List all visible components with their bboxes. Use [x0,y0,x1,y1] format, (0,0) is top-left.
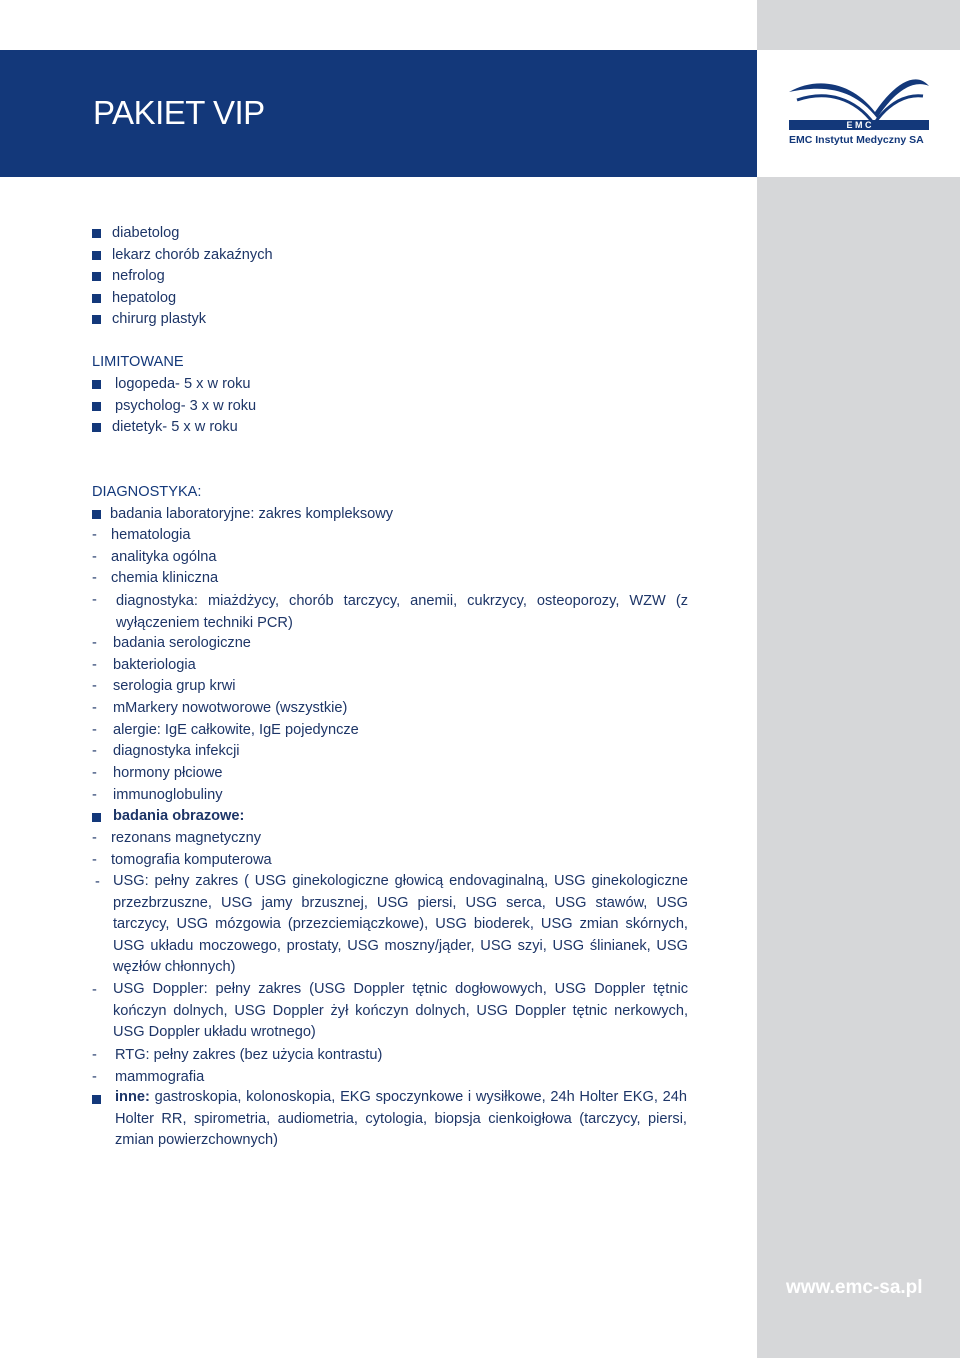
square-bullet-icon [92,294,101,303]
list-item: logopeda- 5 x w roku [115,376,251,392]
list-item: hematologia [111,527,191,543]
dash-marker: - [92,743,97,759]
list-item: mammografia [115,1069,205,1085]
right-sidebar [757,0,960,1358]
diagnostics-heading: DIAGNOSTYKA: [92,484,202,500]
other-label: inne: [115,1089,150,1105]
dash-marker: - [92,592,97,608]
dash-marker: - [92,1047,97,1063]
square-bullet-icon [92,229,101,238]
dash-marker: - [92,700,97,716]
dash-marker: - [92,678,97,694]
page-title: PAKIET VIP [93,94,265,131]
list-item: dietetyk- 5 x w roku [112,419,238,435]
list-item: RTG: pełny zakres (bez użycia kontrastu) [115,1047,383,1063]
list-item: psycholog- 3 x w roku [115,398,257,414]
other-tests [115,1087,687,1152]
list-item: hepatolog [112,290,177,306]
dash-marker: - [92,765,97,781]
dash-marker: - [92,852,97,868]
logo-company-name: EMC Instytut Medyczny SA [789,134,924,146]
dash-marker: - [92,1069,97,1085]
square-bullet-icon [92,402,101,411]
list-item: USG: pełny zakres ( USG ginekologiczne głowicą endovaginalną, USG ginekologiczne przezbrzuszne, USG jamy brzusznej, USG piersi, USG serca, USG stawów, USG tarczycy, USG mózgowia (przezciemiączkowe), USG bioderek, USG zmian skórnych, USG układu moczowego, prostaty, USG moszny/jąder, USG szyi, USG ślinianek, USG węzłów chłonnych) [113,873,688,976]
logo-mark [757,50,960,140]
dash-marker: - [92,527,97,543]
lab-tests-heading: badania laboratoryjne: zakres kompleksowy [110,506,394,522]
list-item: serologia grup krwi [113,678,236,694]
list-item: bakteriologia [113,657,196,673]
logo-mark-text: E M C [846,120,872,130]
list-item: diagnostyka infekcji [113,743,240,759]
square-bullet-icon [92,510,101,519]
dash-marker: - [92,787,97,803]
list-item: nefrolog [112,268,165,284]
list-item: badania serologiczne [113,635,251,651]
list-item: USG Doppler: pełny zakres (USG Doppler tętnic dogłowowych, USG Doppler tętnic kończyn dolnych, USG Doppler żył kończyn dolnych, USG Doppler tętnic nerkowych, USG Doppler układu wrotnego) [113,981,688,1041]
list-item: diagnostyka: miażdżycy, chorób tarczycy, anemii, cukrzycy, osteoporozy, WZW (z wyłączeniem techniki PCR) [116,593,688,631]
list-item: diabetolog [112,225,180,241]
dash-marker: - [92,635,97,651]
footer-url-link[interactable]: www.emc-sa.pl [786,1277,923,1298]
logo [757,50,960,177]
square-bullet-icon [92,1095,101,1104]
square-bullet-icon [92,315,101,324]
dash-marker: - [92,830,97,846]
dash-marker: - [92,722,97,738]
list-item: rezonans magnetyczny [111,830,262,846]
list-item: immunoglobuliny [113,787,223,803]
list-item: analityka ogólna [111,549,217,565]
dash-marker: - [92,982,97,998]
limited-heading: LIMITOWANE [92,354,184,370]
dash-marker: - [92,549,97,565]
list-item: alergie: IgE całkowite, IgE pojedyncze [113,722,359,738]
list-item: chemia kliniczna [111,570,219,586]
square-bullet-icon [92,813,101,822]
square-bullet-icon [92,272,101,281]
list-item: tomografia komputerowa [111,852,272,868]
square-bullet-icon [92,251,101,260]
other-text: gastroskopia, kolonoskopia, EKG spoczynkowe i wysiłkowe, 24h Holter EKG, 24h Holter RR, spirometria, audiometria, cytologia, biopsja cienkoigłowa (tarczycy, piersi, zmian powierzchownych) [115,1089,687,1149]
list-item: hormony płciowe [113,765,223,781]
square-bullet-icon [92,380,101,389]
dash-marker: - [95,874,100,890]
dash-marker: - [92,657,97,673]
dash-marker: - [92,570,97,586]
list-item: mMarkery nowotworowe (wszystkie) [113,700,348,716]
list-item: lekarz chorób zakaźnych [112,247,273,263]
square-bullet-icon [92,423,101,432]
imaging-heading: badania obrazowe: [113,808,245,824]
list-item: chirurg plastyk [112,311,207,327]
